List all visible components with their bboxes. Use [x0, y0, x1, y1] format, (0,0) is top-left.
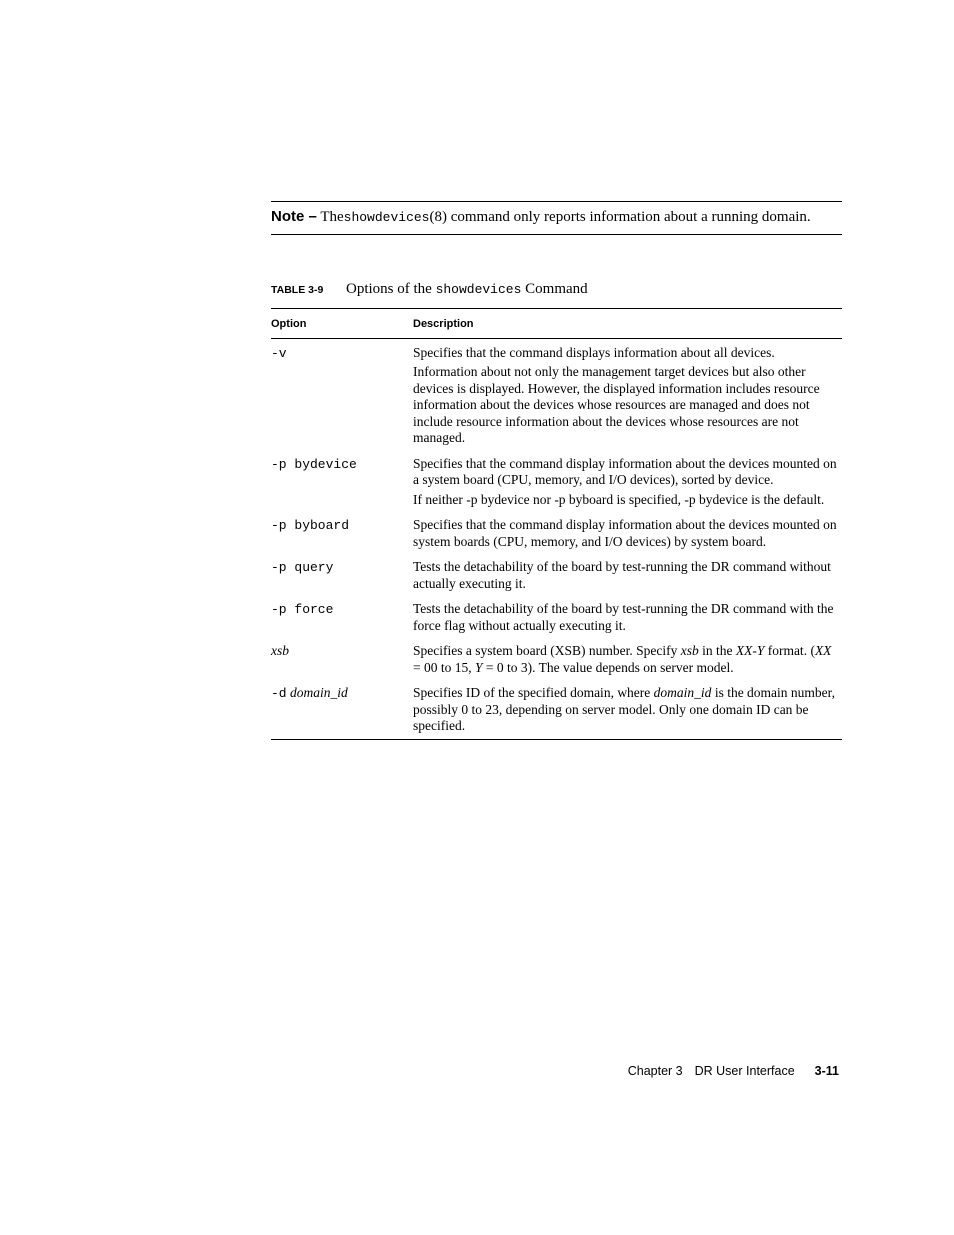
option-argument: domain_id [289, 685, 348, 700]
header-description: Description [413, 309, 842, 339]
description-part: = 00 to 15, [413, 659, 475, 675]
table-header-row [271, 309, 842, 339]
description-italic: Y [475, 659, 483, 675]
description-cell [413, 559, 842, 601]
description-cell [413, 601, 842, 643]
description-part: format. ( [764, 643, 815, 658]
description-part: Specifies a system board (XSB) number. Specify [413, 643, 681, 658]
description-part: = 0 to 3). The value depends on server model. [482, 659, 734, 675]
note-command: showdevices [343, 210, 430, 225]
description-text: Information about not only the management target devices but also other devices is displayed. However, the displayed information includes resource information about the devices whose resources are managed and does not include resource information about the devices whose resources are not managed. [413, 364, 820, 445]
table-row [271, 456, 842, 518]
description-text [413, 685, 842, 735]
option-cell: -p query [271, 560, 334, 575]
footer-chapter: Chapter 3 [627, 1064, 683, 1078]
option-cell: -p byboard [271, 518, 350, 533]
description-part: Specifies ID of the specified domain, where [413, 685, 654, 700]
description-text: Tests the detachability of the board by test-running the DR command with the force flag without actually executing it. [413, 601, 834, 633]
description-cell [413, 685, 842, 739]
table-row [271, 559, 842, 601]
description-text: Specifies that the command display information about the devices mounted on a system board (CPU, memory, and I/O devices), sorted by device. [413, 455, 837, 487]
note-box [271, 201, 842, 235]
note-text-pre: The [320, 209, 344, 225]
description-cell [413, 338, 842, 456]
description-cell [413, 517, 842, 559]
description-part: is the domain number, possibly 0 to 23, depending on server model. Only one domain ID can be specified. [413, 685, 836, 733]
options-table [271, 308, 842, 740]
description-italic: xsb [680, 643, 699, 658]
table-title-post: Command [525, 281, 588, 297]
note-label: Note – [271, 208, 317, 225]
description-italic: XX-Y [735, 643, 765, 658]
description-italic: domain_id [653, 685, 712, 700]
table-caption [271, 281, 588, 299]
option-cell: -p bydevice [271, 456, 357, 472]
description-text [413, 643, 842, 676]
page-number: 3-11 [814, 1064, 839, 1078]
option-flag: -d [271, 686, 287, 701]
description-part: in the [698, 643, 736, 658]
description-cell [413, 456, 842, 518]
page-footer [628, 1064, 839, 1078]
table-row [271, 643, 842, 685]
table-title-pre: Options of the [346, 281, 432, 297]
option-cell: -p force [271, 602, 334, 617]
description-text: Specifies that the command display information about the devices mounted on system boards (CPU, memory, and I/O devices) by system board. [413, 517, 837, 549]
header-option: Option [271, 309, 413, 339]
option-cell: xsb [271, 643, 289, 658]
table-title-command: showdevices [435, 282, 522, 297]
table-row [271, 685, 842, 739]
table-row [271, 338, 842, 456]
description-cell [413, 643, 842, 685]
description-text: If neither -p bydevice nor -p byboard is specified, -p bydevice is the default. [413, 491, 825, 507]
note-text-rest: (8) command only reports information about a running domain. [429, 209, 811, 225]
footer-section: DR User Interface [694, 1064, 795, 1078]
description-italic: XX [814, 643, 832, 658]
table-row [271, 517, 842, 559]
table-number: TABLE 3-9 [271, 284, 324, 296]
table-row [271, 601, 842, 643]
option-cell: -v [271, 345, 287, 361]
description-text: Specifies that the command displays information about all devices. [413, 344, 775, 360]
description-text: Tests the detachability of the board by test-running the DR command without actually executing it. [413, 559, 831, 591]
